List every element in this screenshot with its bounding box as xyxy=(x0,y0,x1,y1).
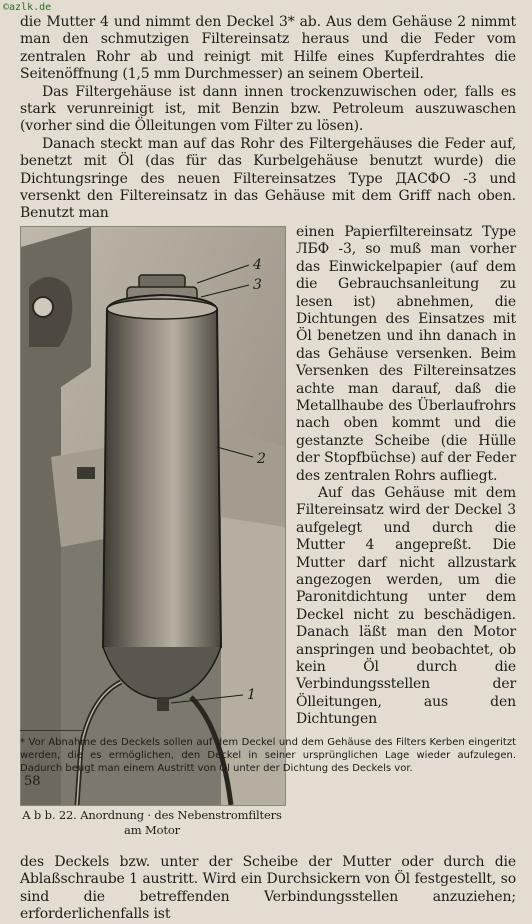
paragraph-3-lead: Danach steckt man auf das Rohr des Filtergehäuses die Feder auf, benetzt mit Öl (das für das Kurbelgehäuse benutzt wurde) die Dichtungsringe des neuen Filtereinsatzes Type ДАСФО -3 und versenkt den Filtereinsatz in das Gehäuse mit dem Griff nach oben. Benutzt man xyxy=(20,135,516,222)
page-body xyxy=(20,14,516,924)
footnote-rule xyxy=(20,730,82,731)
callout-2: 2 xyxy=(257,450,266,467)
paragraph-3-continued: einen Papierfiltereinsatz Type ЛБФ -3, so muß man vorher das Einwickelpapier (auf dem die Gebrauchsanleitung zu lesen ist) abnehmen, die Dichtungen des Einsatzes mit Öl benetzen und ihn danach in das Gehäuse versenken. Beim Versenken des Filtereinsatzes achte man darauf, daß die Metallhaube des Überlaufrohrs nach oben kommt und die gestanzte Scheibe (die Hülle der Stopfbüchse) auf der Feder des zentralen Rohrs aufliegt. xyxy=(296,223,516,484)
footnote: * Vor Abnahme des Deckels sollen auf dem Deckel und dem Gehäuse des Filters Kerben eingeritzt werden, die es ermöglichen, den Deckel in seiner ursprünglichen Lage wieder aufzulegen. Dadurch beugt man einem Austritt von Öl unter der Dichtung des Deckels vor. xyxy=(20,737,516,774)
filter-drawing xyxy=(21,227,285,805)
paragraph-4: Auf das Gehäuse mit dem Filtereinsatz wird der Deckel 3 aufgelegt und durch die Mutter 4 angepreßt. Die Mutter darf nicht allzustark angezogen werden, um die Paronitdichtung unter dem Deckel nicht zu beschädigen. Danach läßt man den Motor anspringen und beobachtet, ob kein Öl durch die Verbindungsstellen der Ölleitungen, aus den Dichtungen xyxy=(296,484,516,728)
callout-3: 3 xyxy=(253,276,262,293)
watermark: ©azlk.de xyxy=(3,2,52,13)
page-number: 58 xyxy=(24,774,41,789)
figure-caption: A b b. 22. Anordnung · des Nebenstromfilters am Motor xyxy=(22,807,282,837)
callout-1: 1 xyxy=(247,686,256,703)
right-column xyxy=(296,224,516,729)
callout-4: 4 xyxy=(253,256,262,273)
oil-filter-illustration xyxy=(20,226,286,806)
paragraph-1: die Mutter 4 und nimmt den Deckel 3* ab. Aus dem Gehäuse 2 nimmt man den schmutzigen Filtereinsatz heraus und die Feder vom zentralen Rohr ab und reinigt mit Hilfe eines Kupferdrahtes die Seitenöffnung (1,5 mm Durchmesser) an seinem Oberteil. xyxy=(20,14,516,83)
paragraph-2: Das Filtergehäuse ist dann innen trockenzuwischen oder, falls es stark verunreinigt ist, mit Benzin bzw. Petroleum auszuwaschen (vorher sind die Ölleitungen vom Filter zu lösen). xyxy=(20,83,516,135)
paragraph-4-end: des Deckels bzw. unter der Scheibe der Mutter oder durch die Ablaßschraube 1 austritt. Wird ein Durchsickern von Öl festgestellt, so sind die betreffenden Verbindungsstellen anzuziehen; erforderlichenfalls ist xyxy=(20,853,516,923)
